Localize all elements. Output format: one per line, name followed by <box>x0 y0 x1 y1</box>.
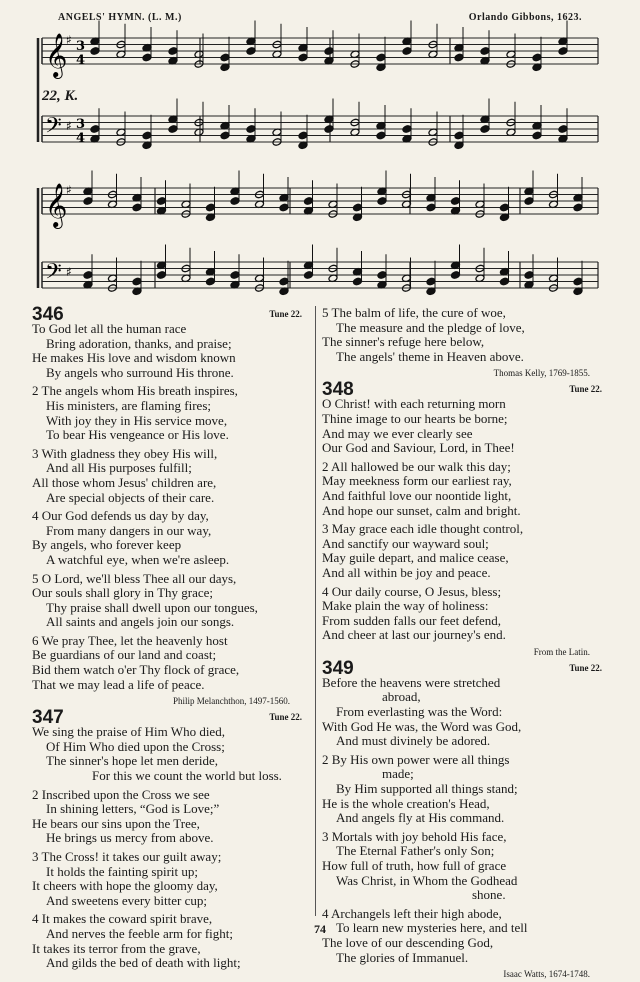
verse-line: From everlasting was the Word: <box>336 704 503 720</box>
verse-line: Was Christ, in Whom the Godhead <box>336 872 518 888</box>
note-head <box>324 47 334 56</box>
stanza <box>322 753 610 826</box>
note-head <box>532 131 542 140</box>
verse-line: By Him supported all things stand; <box>336 781 518 797</box>
note-head <box>279 277 289 286</box>
stanza <box>32 725 310 783</box>
verse-line: The glories of Immanuel. <box>336 949 469 965</box>
stanza <box>322 676 610 749</box>
note-head <box>376 131 386 140</box>
note-head <box>304 271 314 280</box>
note-head <box>353 277 363 286</box>
verse-line: Our God and Saviour, Lord, in Thee! <box>322 440 515 456</box>
stanza <box>322 585 610 643</box>
note-head <box>246 125 256 134</box>
hymn-header <box>32 304 310 325</box>
verse-line: In shining letters, “God is Love;” <box>46 801 220 817</box>
verse-line: shone. <box>472 887 506 903</box>
time-signature: 3 <box>76 117 86 132</box>
treble-clef: 𝄞 <box>45 33 68 77</box>
note-head <box>377 197 387 206</box>
verse-line: And gilds the bed of death with light; <box>46 955 241 971</box>
verse-line: 4 Our daily course, O Jesus, bless; <box>322 583 502 599</box>
verse-line: It cheers with hope the gloomy day, <box>32 878 218 894</box>
verse-line: 3 The Cross! it takes our guilt away; <box>32 849 222 864</box>
verse-line: The measure and the pledge of love, <box>336 319 525 335</box>
verse-line: The angels' theme in Heaven above. <box>336 348 524 364</box>
note-head <box>157 271 167 280</box>
column-divider <box>315 306 316 916</box>
treble-clef: 𝄞 <box>45 183 68 227</box>
hymn-header <box>32 707 310 729</box>
note-head <box>451 197 461 206</box>
note-head <box>376 53 386 62</box>
note-head <box>230 271 240 280</box>
note-head <box>524 197 534 206</box>
hymn-header <box>322 379 610 401</box>
verse-line: Bid them watch o'er Thy flock of grace, <box>32 662 240 678</box>
verse-line: And faithful love our noontide light, <box>322 487 512 503</box>
verse-line: That we may lead a life of peace. <box>32 676 205 692</box>
attribution: Philip Melanchthon, 1497-1560. <box>173 696 290 707</box>
verse-line: 5 The balm of life, the cure of woe, <box>322 305 506 320</box>
verse-line: Thy praise shall dwell upon our tongues, <box>46 599 258 615</box>
stanza <box>322 522 610 580</box>
stanza <box>32 322 310 380</box>
note-head <box>558 47 568 56</box>
note-head <box>246 47 256 56</box>
note-head <box>220 53 230 62</box>
tune-reference: Tune 22. <box>269 712 302 723</box>
stanza <box>32 447 310 505</box>
tune-reference: Tune 22. <box>269 309 302 319</box>
stanza <box>32 788 310 846</box>
verse-line: And must divinely be adored. <box>336 733 491 749</box>
verse-line: He bears our sins upon the Tree, <box>32 815 200 831</box>
note-head <box>90 47 100 56</box>
verse-line: The sinner's refuge here below, <box>322 334 485 350</box>
note-head <box>132 203 142 212</box>
stanza <box>322 830 610 903</box>
verse-line: How full of truth, how full of grace <box>322 858 507 873</box>
note-head <box>402 47 412 56</box>
verse-line: From many dangers in our way, <box>46 522 212 538</box>
verse-line: And sweetens every bitter cup; <box>46 892 208 908</box>
verse-line: And hope our sunset, calm and bright. <box>322 502 521 518</box>
note-head <box>157 197 167 206</box>
verse-line: Be guardians of our land and coast; <box>32 647 217 663</box>
verse-line: It takes its terror from the grave, <box>32 940 201 956</box>
composer: Orlando Gibbons, 1623. <box>468 12 582 23</box>
note-head <box>532 53 542 62</box>
verse-line: Make plain the way of holiness: <box>322 598 489 614</box>
bass-clef: 𝄢 <box>45 259 62 290</box>
hymn-number: 347 <box>32 707 64 729</box>
note-head <box>480 125 490 134</box>
verse-line: And angels fly at His command. <box>336 810 505 826</box>
verse-line: 3 With gladness they obey His will, <box>32 445 218 461</box>
stanza <box>32 850 310 908</box>
verse-line: 6 We pray Thee, let the heavenly host <box>32 632 228 648</box>
verse-line: For this we count the world but loss. <box>92 768 282 784</box>
verse-line: He makes His love and wisdom known <box>32 350 236 366</box>
tune-number: 22, K. <box>42 88 79 104</box>
verse-line: 2 The angels whom His breath inspires, <box>32 383 238 399</box>
note-head <box>500 277 510 286</box>
stanza <box>32 384 310 442</box>
verse-line: It holds the fainting spirit up; <box>46 863 199 879</box>
stanza <box>322 306 610 364</box>
verse-line: The love of our descending God, <box>322 934 494 950</box>
verse-line: Of Him Who died upon the Cross; <box>46 738 225 754</box>
verse-line: To bear His vengeance or His love. <box>46 427 229 443</box>
verse-line: With joy they in His service move, <box>46 412 228 428</box>
verse-line: 2 All hallowed be our walk this day; <box>322 458 511 474</box>
verse-line: And may we ever clearly see <box>322 425 473 441</box>
sharp-sign: ♯ <box>66 118 72 133</box>
page-number: 74 <box>314 922 326 936</box>
attribution: From the Latin. <box>533 646 590 657</box>
note-head <box>142 131 152 140</box>
note-head <box>558 125 568 134</box>
verse-line: And sanctify our wayward soul; <box>322 535 489 551</box>
left-column <box>32 306 310 975</box>
sharp-sign: ♯ <box>66 33 72 47</box>
verse-line: And nerves the feeble arm for fight; <box>46 925 233 941</box>
verse-line: 2 Inscribed upon the Cross we see <box>32 786 210 802</box>
note-head <box>573 277 583 286</box>
time-signature: 4 <box>76 53 86 68</box>
verse-line: 4 Our God defends us day by day, <box>32 508 209 524</box>
verse-line: 4 It makes the coward spirit brave, <box>32 911 213 927</box>
verse-line: We sing the praise of Him Who died, <box>32 724 225 740</box>
verse-line: Are special objects of their care. <box>46 489 215 505</box>
note-head <box>426 277 436 286</box>
note-head <box>402 125 412 134</box>
bass-clef: 𝄢 <box>45 113 62 144</box>
note-head <box>524 271 534 280</box>
verse-line: And all within be joy and peace. <box>322 564 491 580</box>
verse-line: May meekness form our earliest ray, <box>322 473 512 489</box>
hymn-number: 348 <box>322 379 354 401</box>
verse-line: Bring adoration, thanks, and praise; <box>46 335 232 351</box>
verse-line: And all His purposes fulfill; <box>46 460 192 476</box>
hymn <box>322 381 610 658</box>
note-head <box>168 47 178 56</box>
verse-line: abroad, <box>382 689 421 705</box>
hymn-number: 349 <box>322 657 354 679</box>
note-head <box>353 203 363 212</box>
note-head <box>206 203 216 212</box>
verse-line: All those whom Jesus' children are, <box>32 474 217 490</box>
note-head <box>220 131 230 140</box>
note-head <box>83 197 93 206</box>
note-head <box>279 203 289 212</box>
verse-line: The Eternal Father's only Son; <box>336 843 495 859</box>
stanza <box>32 572 310 630</box>
time-signature: 4 <box>76 131 86 146</box>
verse-line: His ministers, are flaming fires; <box>46 397 211 413</box>
stanza <box>322 460 610 518</box>
note-head <box>206 277 216 286</box>
hymn-header <box>322 657 610 679</box>
stanza <box>32 509 310 567</box>
verse-line: By angels, who forever keep <box>32 537 182 553</box>
verse-line: 3 Mortals with joy behold His face, <box>322 828 507 844</box>
verse-line: Before the heavens were stretched <box>322 674 501 690</box>
note-head <box>454 53 464 62</box>
verse-line: Thine image to our hearts be borne; <box>322 410 508 426</box>
note-head <box>83 271 93 280</box>
hymn-number: 346 <box>32 304 64 325</box>
verse-line: He is the whole creation's Head, <box>322 795 490 811</box>
sharp-sign: ♯ <box>66 264 72 279</box>
verse-line: By angels who surround His throne. <box>46 364 234 380</box>
verse-line: made; <box>382 766 414 782</box>
note-head <box>298 53 308 62</box>
note-head <box>168 125 178 134</box>
right-column <box>322 306 610 982</box>
verse-line: To God let all the human race <box>32 321 187 336</box>
tune-reference: Tune 22. <box>569 384 602 395</box>
note-head <box>426 203 436 212</box>
note-head <box>573 203 583 212</box>
attribution: Isaac Watts, 1674-1748. <box>503 969 590 980</box>
note-head <box>500 203 510 212</box>
verse-line: 5 O Lord, we'll bless Thee all our days, <box>32 570 237 586</box>
hymn <box>32 306 310 707</box>
verse-line: With God He was, the Word was God, <box>322 718 522 734</box>
tune-reference: Tune 22. <box>569 662 602 673</box>
note-head <box>451 271 461 280</box>
note-head <box>90 125 100 134</box>
verse-line: To learn new mysteries here, and tell <box>336 920 528 936</box>
verse-line: O Christ! with each returning morn <box>322 396 506 412</box>
note-head <box>304 197 314 206</box>
verse-line: 4 Archangels left their high abode, <box>322 905 502 921</box>
time-signature: 3 <box>76 39 86 54</box>
stanza <box>32 634 310 692</box>
verse-line: And cheer at last our journey's end. <box>322 627 506 643</box>
note-head <box>377 271 387 280</box>
verse-line: Our souls shall glory in Thy grace; <box>32 585 214 601</box>
note-head <box>454 131 464 140</box>
note-head <box>132 277 142 286</box>
verse-line: All saints and angels join our songs. <box>46 614 235 630</box>
hymn <box>322 306 610 379</box>
verse-line: May guile depart, and malice cease, <box>322 550 509 566</box>
note-head <box>324 125 334 134</box>
verse-line: The sinner's hope let men deride, <box>46 753 219 769</box>
verse-line: From sudden falls our feet defend, <box>322 612 502 628</box>
note-head <box>298 131 308 140</box>
attribution: Thomas Kelly, 1769-1855. <box>493 368 590 379</box>
verse-line: 2 By His own power were all things <box>322 751 510 767</box>
verse-line: 3 May grace each idle thought control, <box>322 521 524 537</box>
verse-line: He brings us mercy from above. <box>46 830 214 846</box>
tune-title: ANGELS' HYMN. (L. M.) <box>58 12 182 23</box>
music-score <box>0 0 640 310</box>
note-head <box>142 53 152 62</box>
sharp-sign: ♯ <box>66 183 72 197</box>
stanza <box>322 397 610 455</box>
note-head <box>480 47 490 56</box>
verse-line: A watchful eye, when we're asleep. <box>46 551 230 567</box>
note-head <box>230 197 240 206</box>
